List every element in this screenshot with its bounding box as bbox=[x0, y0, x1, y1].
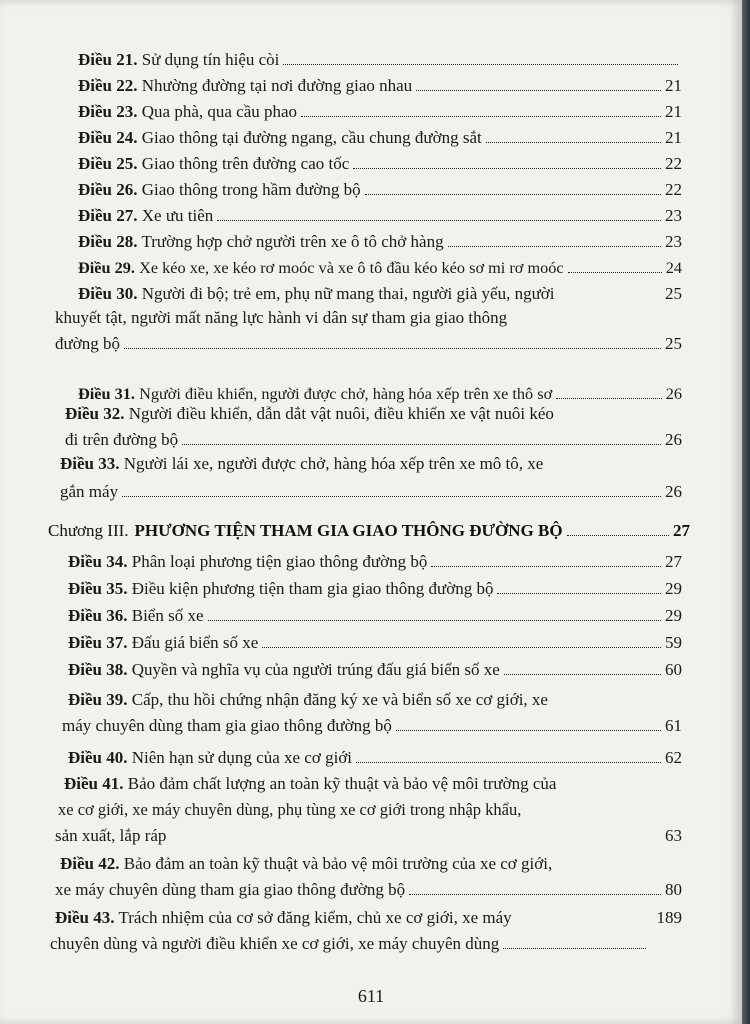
toc-entry-31 bbox=[78, 380, 682, 404]
toc-entry-23 bbox=[78, 98, 682, 122]
toc-entry-27 bbox=[78, 202, 682, 226]
toc-entry-41 bbox=[64, 772, 556, 796]
toc-entry-26 bbox=[78, 176, 682, 200]
leader-dots bbox=[283, 64, 678, 65]
toc-entry-29 bbox=[78, 254, 682, 278]
toc-title-line1: Người đi bộ; trẻ em, phụ nữ mang thai, người già yếu, người bbox=[141, 284, 555, 303]
toc-title-line1: Trách nhiệm của cơ sở đăng kiểm, chủ xe cơ giới, xe máy bbox=[118, 908, 512, 927]
toc-title: Xe kéo xe, xe kéo rơ moóc và xe ô tô đầu kéo kéo sơ mi rơ moóc bbox=[139, 258, 564, 277]
chapter-heading bbox=[48, 515, 690, 541]
toc-entry-33 bbox=[60, 452, 543, 476]
toc-entry-25 bbox=[78, 150, 682, 174]
leader-dots bbox=[567, 535, 669, 536]
toc-label: Điều 43. bbox=[55, 908, 115, 927]
toc-label: Điều 25. bbox=[78, 154, 138, 173]
toc-title: Giao thông tại đường ngang, cầu chung đường sắt bbox=[141, 128, 482, 147]
toc-title: Quyền và nghĩa vụ của người trúng đấu giá biển số xe bbox=[131, 660, 500, 679]
toc-page: 23 bbox=[665, 232, 682, 251]
toc-title-line3: đường bộ bbox=[55, 334, 120, 353]
toc-title: Giao thông trong hầm đường bộ bbox=[141, 180, 361, 199]
toc-title: Giao thông trên đường cao tốc bbox=[141, 154, 350, 173]
toc-title-line2: xe cơ giới, xe máy chuyên dùng, phụ tùng xe cơ giới trong nhập khẩu, bbox=[58, 800, 522, 819]
toc-page: 23 bbox=[665, 206, 682, 225]
toc-label: Điều 32. bbox=[65, 404, 125, 423]
toc-page: 26 bbox=[665, 482, 682, 501]
toc-label: Điều 34. bbox=[68, 552, 128, 571]
chapter-label: Chương III. bbox=[48, 521, 129, 540]
toc-label: Điều 35. bbox=[68, 579, 128, 598]
toc-entry-41-end bbox=[55, 822, 682, 846]
leader-dots bbox=[416, 90, 661, 91]
toc-entry-32 bbox=[65, 402, 554, 426]
leader-dots bbox=[262, 647, 661, 648]
leader-dots bbox=[217, 220, 661, 221]
toc-entry-39-end bbox=[62, 712, 682, 736]
toc-entry-36 bbox=[68, 602, 682, 626]
toc-title-line1: Bảo đảm chất lượng an toàn kỹ thuật và bảo vệ môi trường của bbox=[127, 774, 557, 793]
leader-dots bbox=[568, 272, 662, 273]
toc-title: Niên hạn sử dụng của xe cơ giới bbox=[131, 748, 353, 767]
toc-label: Điều 37. bbox=[68, 633, 128, 652]
toc-entry-37 bbox=[68, 629, 682, 653]
toc-label: Điều 31. bbox=[78, 384, 135, 403]
toc-page: 25 bbox=[665, 284, 682, 303]
toc-page: 80 bbox=[665, 880, 682, 899]
toc-entry-30-end bbox=[55, 330, 682, 354]
toc-page: 24 bbox=[665, 258, 682, 277]
toc-label: Điều 36. bbox=[68, 606, 128, 625]
toc-page: 21 bbox=[665, 102, 682, 121]
toc-page: 59 bbox=[665, 633, 682, 652]
toc-title-line2: xe máy chuyên dùng tham gia giao thông đường bộ bbox=[55, 880, 406, 899]
toc-label: Điều 28. bbox=[78, 232, 138, 251]
toc-title-line1: Người lái xe, người được chở, hàng hóa xếp trên xe mô tô, xe bbox=[123, 454, 544, 473]
toc-title: Biển số xe bbox=[131, 606, 204, 625]
toc-entry-30 bbox=[78, 280, 682, 304]
toc-page: 61 bbox=[665, 716, 682, 735]
toc-entry-40 bbox=[68, 744, 682, 768]
toc-page: 25 bbox=[665, 334, 682, 353]
toc-title-line1: Bảo đảm an toàn kỹ thuật và bảo vệ môi trường của xe cơ giới, bbox=[123, 854, 553, 873]
toc-page: 22 bbox=[665, 154, 682, 173]
toc-title: Trường hợp chở người trên xe ô tô chở hàng bbox=[141, 232, 444, 251]
toc-title-line2: đi trên đường bộ bbox=[65, 430, 179, 449]
toc-page: 21 bbox=[665, 128, 682, 147]
page-number: 611 bbox=[357, 986, 385, 1006]
toc-label: Điều 24. bbox=[78, 128, 138, 147]
toc-page: 189 bbox=[656, 908, 682, 927]
toc-entry-33-end bbox=[60, 478, 682, 502]
toc-page: 63 bbox=[665, 826, 682, 845]
toc-title: Đấu giá biển số xe bbox=[131, 633, 259, 652]
leader-dots bbox=[356, 762, 661, 763]
toc-label: Điều 30. bbox=[78, 284, 138, 303]
toc-entry-34 bbox=[68, 548, 682, 572]
toc-label: Điều 21. bbox=[78, 50, 138, 69]
toc-page: 62 bbox=[665, 748, 682, 767]
toc-page: 29 bbox=[665, 579, 682, 598]
toc-label: Điều 40. bbox=[68, 748, 128, 767]
toc-title: Nhường đường tại nơi đường giao nhau bbox=[141, 76, 413, 95]
toc-label: Điều 41. bbox=[64, 774, 124, 793]
toc-entry-21 bbox=[78, 46, 682, 70]
toc-entry-38 bbox=[68, 656, 682, 680]
toc-label: Điều 42. bbox=[60, 854, 120, 873]
leader-dots bbox=[431, 566, 661, 567]
leader-dots bbox=[503, 948, 646, 949]
toc-label: Điều 33. bbox=[60, 454, 120, 473]
toc-title: Qua phà, qua cầu phao bbox=[141, 102, 298, 121]
toc-label: Điều 23. bbox=[78, 102, 138, 121]
leader-dots bbox=[556, 398, 662, 399]
toc-title-line2: gắn máy bbox=[60, 482, 119, 501]
leader-dots bbox=[182, 444, 661, 445]
toc-page: 60 bbox=[665, 660, 682, 679]
toc-page: 27 bbox=[665, 552, 682, 571]
toc-label: Điều 39. bbox=[68, 690, 128, 709]
toc-page: 21 bbox=[665, 76, 682, 95]
toc-title-line2: chuyên dùng và người điều khiển xe cơ giới, xe máy chuyên dùng bbox=[50, 934, 500, 953]
toc-entry-43-end bbox=[50, 930, 650, 954]
leader-dots bbox=[124, 348, 661, 349]
toc-entry-35 bbox=[68, 575, 682, 599]
leader-dots bbox=[396, 730, 661, 731]
toc-entry-42-end bbox=[55, 876, 682, 900]
toc-title-line2: khuyết tật, người mất năng lực hành vi dân sự tham gia giao thông bbox=[55, 308, 508, 327]
chapter-page: 27 bbox=[673, 521, 690, 540]
leader-dots bbox=[448, 246, 661, 247]
toc-label: Điều 27. bbox=[78, 206, 138, 225]
toc-label: Điều 38. bbox=[68, 660, 128, 679]
toc-label: Điều 22. bbox=[78, 76, 138, 95]
leader-dots bbox=[486, 142, 661, 143]
leader-dots bbox=[301, 116, 661, 117]
toc-title: Người điều khiển, người được chở, hàng hóa xếp trên xe thô sơ bbox=[139, 384, 553, 403]
toc-label: Điều 29. bbox=[78, 258, 135, 277]
leader-dots bbox=[208, 620, 661, 621]
toc-entry-42 bbox=[60, 852, 552, 876]
page-edge-shadow bbox=[742, 0, 750, 1024]
leader-dots bbox=[504, 674, 661, 675]
toc-title: Điều kiện phương tiện tham gia giao thông đường bộ bbox=[131, 579, 494, 598]
toc-entry-24 bbox=[78, 124, 682, 148]
toc-title-line1: Người điều khiển, dẫn dắt vật nuôi, điều khiển xe vật nuôi kéo bbox=[128, 404, 554, 423]
toc-entry-39 bbox=[68, 688, 548, 712]
toc-title-line2: máy chuyên dùng tham gia giao thông đường bộ bbox=[62, 716, 392, 735]
toc-title-line3: sản xuất, lắp ráp bbox=[55, 826, 167, 845]
toc-title: Sử dụng tín hiệu còi bbox=[141, 50, 280, 69]
toc-title: Phân loại phương tiện giao thông đường bộ bbox=[131, 552, 428, 571]
toc-entry-32-end bbox=[65, 426, 682, 450]
chapter-title: PHƯƠNG TIỆN THAM GIA GIAO THÔNG ĐƯỜNG BỘ bbox=[134, 521, 563, 540]
leader-dots bbox=[353, 168, 661, 169]
leader-dots bbox=[409, 894, 661, 895]
toc-label: Điều 26. bbox=[78, 180, 138, 199]
toc-page: 26 bbox=[665, 430, 682, 449]
toc-entry-43 bbox=[55, 904, 682, 928]
toc-page: 26 bbox=[665, 384, 682, 403]
toc-page: 22 bbox=[665, 180, 682, 199]
toc-entry-22 bbox=[78, 72, 682, 96]
toc-page: 29 bbox=[665, 606, 682, 625]
leader-dots bbox=[122, 496, 661, 497]
toc-title: Xe ưu tiên bbox=[141, 206, 214, 225]
leader-dots bbox=[497, 593, 661, 594]
toc-title-line1: Cấp, thu hồi chứng nhận đăng ký xe và biển số xe cơ giới, xe bbox=[131, 690, 548, 709]
toc-entry-28 bbox=[78, 228, 682, 252]
leader-dots bbox=[365, 194, 661, 195]
